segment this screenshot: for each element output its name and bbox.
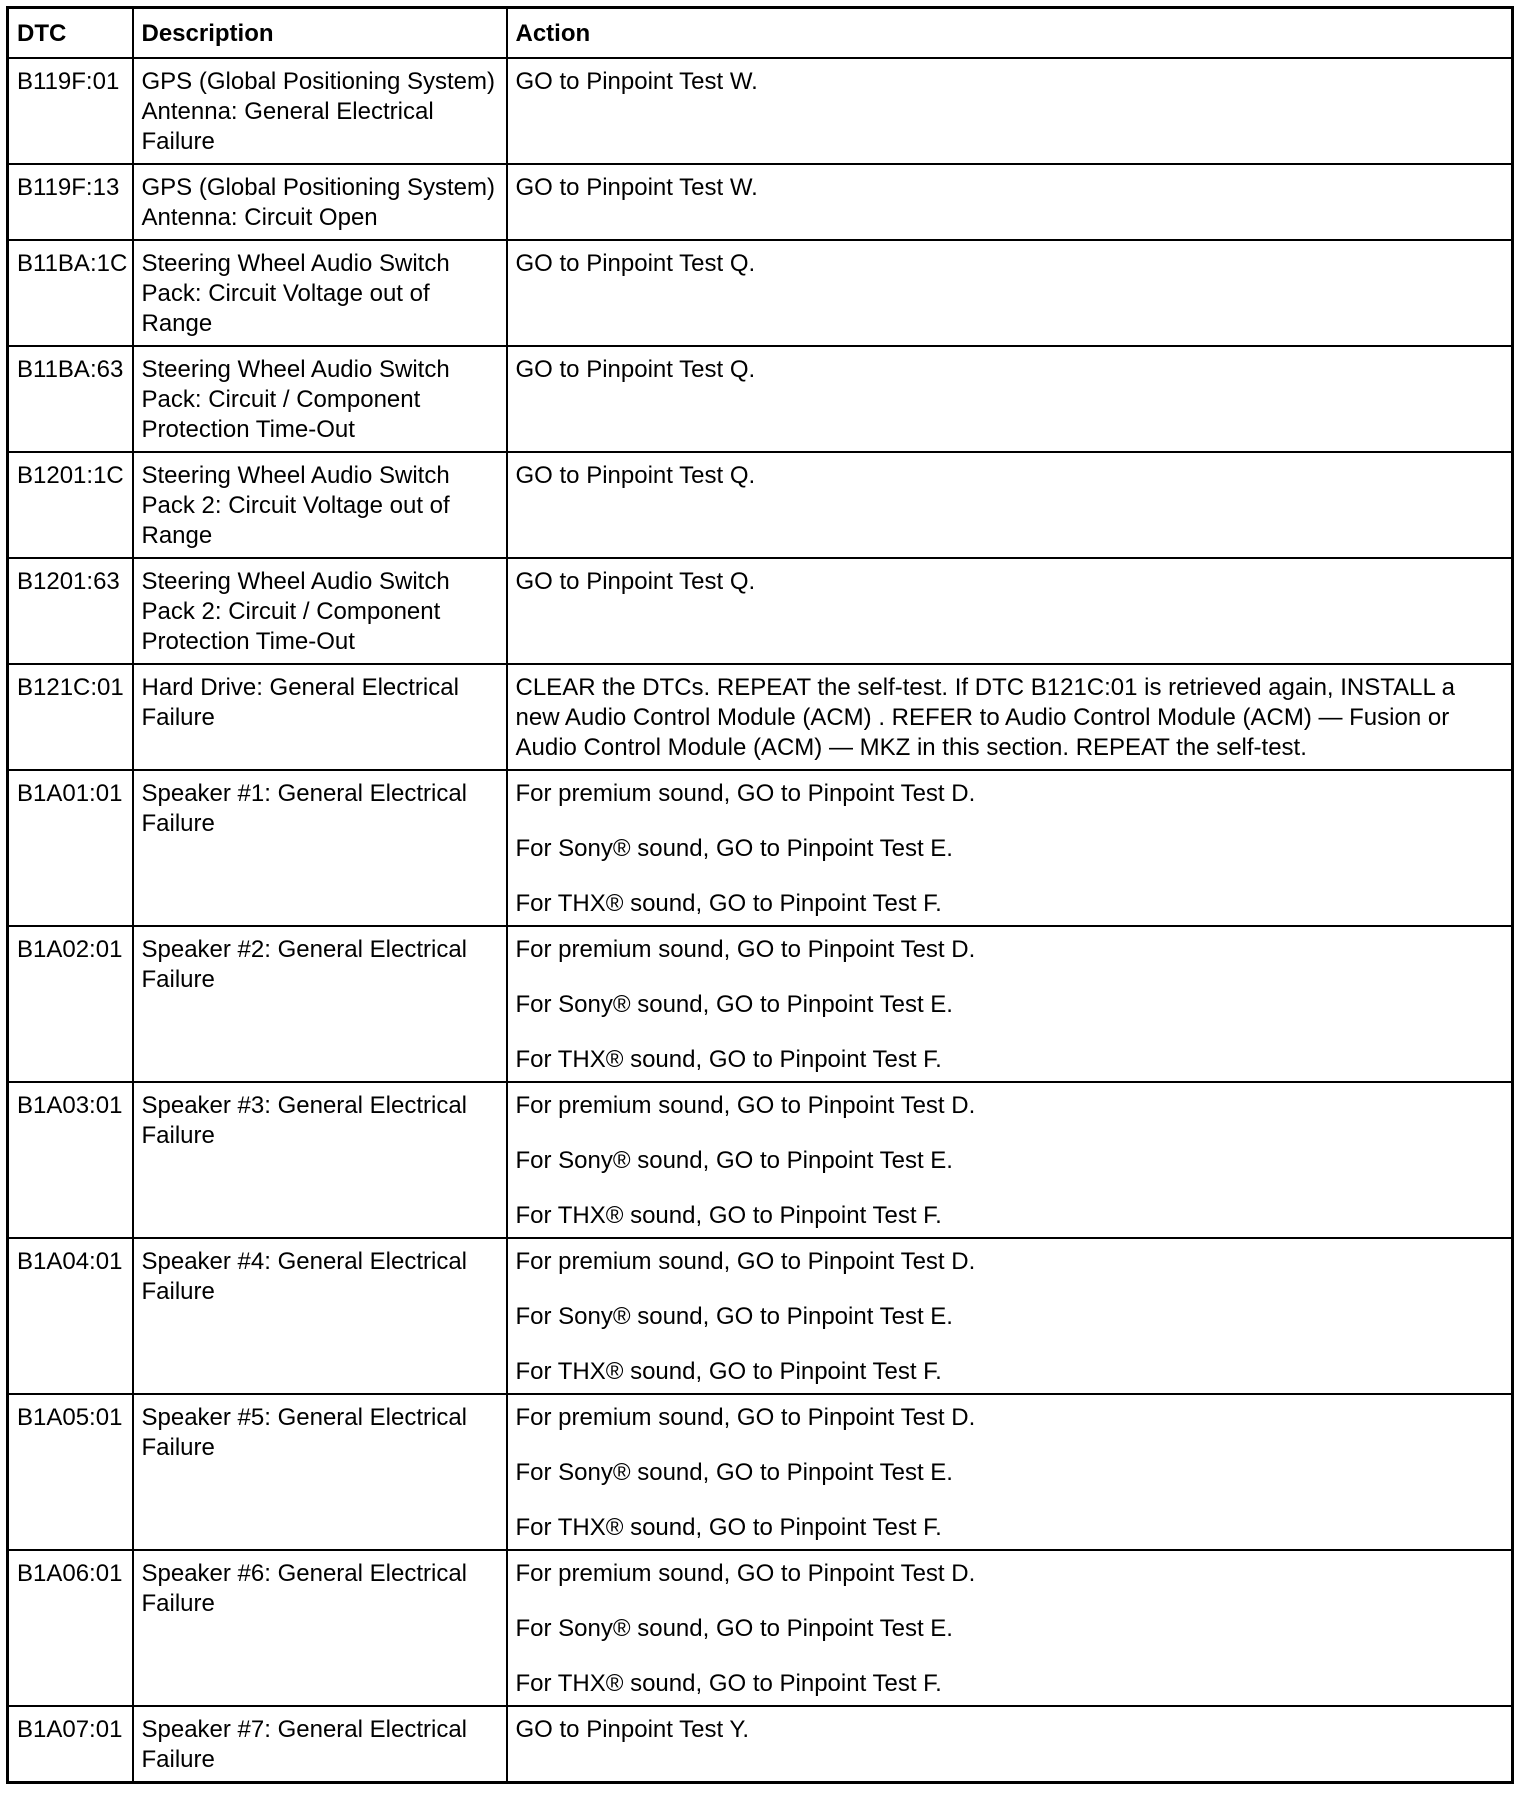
- action-cell: [507, 452, 1513, 558]
- header-dtc: DTC: [8, 8, 133, 59]
- description-cell: Steering Wheel Audio Switch Pack 2: Circuit / Component Protection Time-Out: [133, 558, 507, 664]
- action-text: For Sony® sound, GO to Pinpoint Test E.: [515, 1615, 953, 1642]
- table-row: [8, 1238, 1513, 1394]
- action-cell: [507, 164, 1513, 240]
- action-cell: [507, 1238, 1513, 1394]
- action-cell: [507, 58, 1513, 164]
- description-cell: Hard Drive: General Electrical Failure: [133, 664, 507, 770]
- action-text: For Sony® sound, GO to Pinpoint Test E.: [515, 1147, 953, 1174]
- table-row: [8, 770, 1513, 926]
- action-text: For THX® sound, GO to Pinpoint Test F.: [515, 1202, 942, 1229]
- action-text: GO to Pinpoint Test Q.: [515, 250, 756, 277]
- action-text: GO to Pinpoint Test Q.: [515, 462, 756, 489]
- action-text: For premium sound, GO to Pinpoint Test D.: [515, 1404, 976, 1431]
- action-text: For premium sound, GO to Pinpoint Test D.: [515, 936, 976, 963]
- header-action: Action: [507, 8, 1513, 59]
- description-cell: Speaker #1: General Electrical Failure: [133, 770, 507, 926]
- table-row: [8, 240, 1513, 346]
- dtc-code-cell: B1A03:01: [8, 1082, 133, 1238]
- description-cell: Speaker #3: General Electrical Failure: [133, 1082, 507, 1238]
- action-cell: [507, 664, 1513, 770]
- description-cell: Steering Wheel Audio Switch Pack 2: Circuit Voltage out of Range: [133, 452, 507, 558]
- table-row: [8, 926, 1513, 1082]
- action-cell: [507, 346, 1513, 452]
- dtc-code-cell: B119F:13: [8, 164, 133, 240]
- table-row: [8, 1550, 1513, 1706]
- dtc-code-cell: B1A06:01: [8, 1550, 133, 1706]
- dtc-code-cell: B1A01:01: [8, 770, 133, 926]
- description-cell: Steering Wheel Audio Switch Pack: Circuit / Component Protection Time-Out: [133, 346, 507, 452]
- dtc-code-cell: B1A07:01: [8, 1706, 133, 1783]
- description-cell: Speaker #6: General Electrical Failure: [133, 1550, 507, 1706]
- action-text: For THX® sound, GO to Pinpoint Test F.: [515, 1514, 942, 1541]
- description-cell: Speaker #5: General Electrical Failure: [133, 1394, 507, 1550]
- action-text: GO to Pinpoint Test Y.: [515, 1716, 749, 1743]
- action-text: For premium sound, GO to Pinpoint Test D.: [515, 1248, 976, 1275]
- table-row: [8, 664, 1513, 770]
- table-row: [8, 1394, 1513, 1550]
- header-row: [8, 8, 1513, 59]
- dtc-code-cell: B11BA:63: [8, 346, 133, 452]
- action-cell: [507, 1394, 1513, 1550]
- action-text: GO to Pinpoint Test W.: [515, 68, 758, 95]
- table-row: [8, 164, 1513, 240]
- description-cell: Speaker #7: General Electrical Failure: [133, 1706, 507, 1783]
- dtc-code-cell: B1A02:01: [8, 926, 133, 1082]
- action-text: For Sony® sound, GO to Pinpoint Test E.: [515, 991, 953, 1018]
- action-text: For THX® sound, GO to Pinpoint Test F.: [515, 1358, 942, 1385]
- action-cell: [507, 1550, 1513, 1706]
- action-cell: [507, 926, 1513, 1082]
- table-row: [8, 558, 1513, 664]
- description-cell: Steering Wheel Audio Switch Pack: Circuit Voltage out of Range: [133, 240, 507, 346]
- table-row: [8, 1706, 1513, 1783]
- action-text: GO to Pinpoint Test W.: [515, 174, 758, 201]
- action-text: For Sony® sound, GO to Pinpoint Test E.: [515, 835, 953, 862]
- action-text: For THX® sound, GO to Pinpoint Test F.: [515, 1046, 942, 1073]
- dtc-code-cell: B119F:01: [8, 58, 133, 164]
- action-cell: [507, 1706, 1513, 1783]
- action-text: For premium sound, GO to Pinpoint Test D.: [515, 1560, 976, 1587]
- description-cell: GPS (Global Positioning System) Antenna: Circuit Open: [133, 164, 507, 240]
- dtc-code-cell: B1201:1C: [8, 452, 133, 558]
- dtc-code-cell: B1A04:01: [8, 1238, 133, 1394]
- table-body: [8, 58, 1513, 1783]
- table-header: [8, 8, 1513, 59]
- dtc-code-cell: B1201:63: [8, 558, 133, 664]
- description-cell: GPS (Global Positioning System) Antenna: General Electrical Failure: [133, 58, 507, 164]
- action-text: For Sony® sound, GO to Pinpoint Test E.: [515, 1303, 953, 1330]
- action-text: For THX® sound, GO to Pinpoint Test F.: [515, 890, 942, 917]
- action-cell: [507, 558, 1513, 664]
- header-description: Description: [133, 8, 507, 59]
- action-text: For premium sound, GO to Pinpoint Test D.: [515, 1092, 976, 1119]
- action-text: For premium sound, GO to Pinpoint Test D.: [515, 780, 976, 807]
- action-text: For THX® sound, GO to Pinpoint Test F.: [515, 1670, 942, 1697]
- table-row: [8, 452, 1513, 558]
- table-row: [8, 1082, 1513, 1238]
- action-text: GO to Pinpoint Test Q.: [515, 568, 756, 595]
- dtc-code-cell: B121C:01: [8, 664, 133, 770]
- action-cell: [507, 240, 1513, 346]
- description-cell: Speaker #2: General Electrical Failure: [133, 926, 507, 1082]
- table-row: [8, 346, 1513, 452]
- dtc-code-cell: B1A05:01: [8, 1394, 133, 1550]
- action-text: CLEAR the DTCs. REPEAT the self-test. If DTC B121C:01 is retrieved again, INSTALL a new Audio Control Module (ACM) . REFER to Audio Control Module (ACM) — Fusion or Audio Control Module (ACM) — MKZ in this section. REPEAT the self-test.: [515, 674, 1455, 761]
- table-row: [8, 58, 1513, 164]
- action-cell: [507, 1082, 1513, 1238]
- action-text: For Sony® sound, GO to Pinpoint Test E.: [515, 1459, 953, 1486]
- dtc-table: [6, 6, 1514, 1784]
- dtc-code-cell: B11BA:1C: [8, 240, 133, 346]
- description-cell: Speaker #4: General Electrical Failure: [133, 1238, 507, 1394]
- action-text: GO to Pinpoint Test Q.: [515, 356, 756, 383]
- action-cell: [507, 770, 1513, 926]
